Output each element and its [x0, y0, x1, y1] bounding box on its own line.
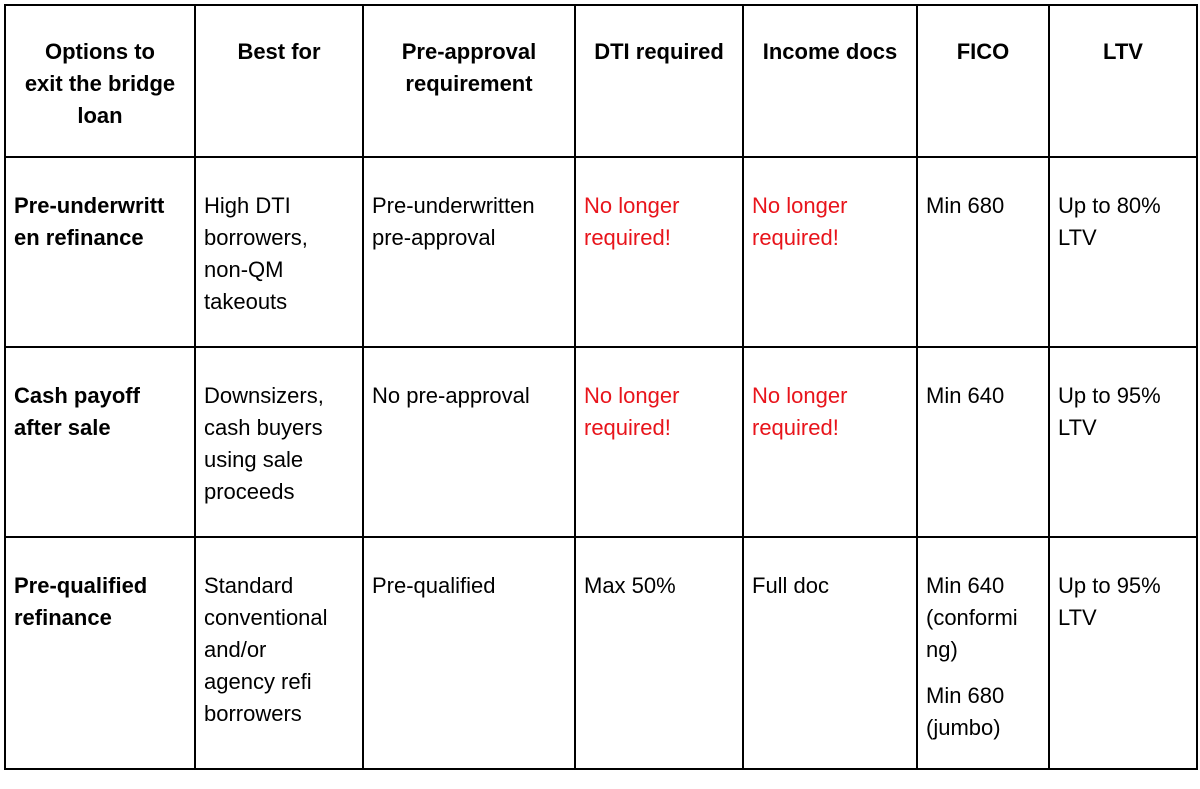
cell-text-line: No longer [584, 383, 680, 408]
cell-text-line: LTV [1058, 225, 1097, 250]
bridge-loan-exit-options-table [4, 4, 1198, 770]
cell-text-line: (conformi [926, 605, 1018, 630]
cell-ltv [1049, 537, 1197, 769]
cell-text-line: Full doc [752, 573, 830, 598]
header-options [5, 5, 195, 157]
cell-text-line: required! [584, 415, 671, 440]
header-dti [575, 5, 743, 157]
cell-text-line: required! [752, 415, 839, 440]
cell-fico [917, 157, 1049, 347]
cell-text-line: LTV [1058, 605, 1097, 630]
header-income-docs [743, 5, 917, 157]
cell-text-line: non-QM [204, 257, 284, 282]
header-text-line: requirement [405, 71, 533, 96]
cell-text-line: using sale [204, 447, 304, 472]
cell-text-line: LTV [1058, 415, 1097, 440]
cell-income-docs [743, 157, 917, 347]
cell-text-line: agency refi [204, 669, 312, 694]
comparison-table-wrapper [4, 4, 1198, 770]
table-row [5, 157, 1197, 347]
cell-text-line: Up to 80% [1058, 193, 1161, 218]
cell-text-line: after sale [14, 415, 111, 440]
cell-ltv [1049, 347, 1197, 537]
cell-text-line: Standard [204, 573, 294, 598]
cell-text-line: takeouts [204, 289, 288, 314]
cell-text-line: required! [584, 225, 671, 250]
cell-text-line: No longer [752, 193, 848, 218]
cell-text-line: borrowers, [204, 225, 308, 250]
cell-option [5, 157, 195, 347]
cell-text-line: and/or [204, 637, 267, 662]
cell-preapproval [363, 537, 575, 769]
cell-text-line: refinance [14, 605, 112, 630]
cell-preapproval [363, 157, 575, 347]
cell-text-line: Min 640 [926, 573, 1005, 598]
paragraph-gap [926, 666, 1040, 680]
cell-dti [575, 347, 743, 537]
cell-text-line: cash buyers [204, 415, 323, 440]
header-text-line: Pre-approval [401, 39, 537, 64]
cell-fico [917, 347, 1049, 537]
cell-text-line: pre-approval [372, 225, 496, 250]
header-row [5, 5, 1197, 157]
header-preapproval [363, 5, 575, 157]
table-row [5, 347, 1197, 537]
cell-text-line: Pre-underwritten [372, 193, 535, 218]
cell-text-line: borrowers [204, 701, 302, 726]
cell-ltv [1049, 157, 1197, 347]
cell-text-line: No longer [584, 193, 680, 218]
header-ltv [1049, 5, 1197, 157]
cell-text-line: Pre-underwritt [14, 193, 165, 218]
header-text-line: DTI required [594, 39, 724, 64]
cell-text-line: No longer [752, 383, 848, 408]
header-text-line: LTV [1103, 39, 1143, 64]
cell-text-line: en refinance [14, 225, 144, 250]
cell-text-line: proceeds [204, 479, 295, 504]
cell-income-docs [743, 537, 917, 769]
cell-preapproval [363, 347, 575, 537]
cell-option [5, 537, 195, 769]
cell-text-line: (jumbo) [926, 715, 1001, 740]
cell-text-line: Pre-qualified [372, 573, 496, 598]
cell-dti [575, 157, 743, 347]
cell-fico [917, 537, 1049, 769]
cell-best-for [195, 537, 363, 769]
header-text-line: Best for [237, 39, 321, 64]
cell-text-line: Up to 95% [1058, 383, 1161, 408]
cell-text-line: Cash payoff [14, 383, 140, 408]
header-text-line: loan [77, 103, 123, 128]
cell-text-line: conventional [204, 605, 328, 630]
cell-text-line: No pre-approval [372, 383, 530, 408]
cell-text-line: Min 680 [926, 193, 1005, 218]
header-text-line: Options to [45, 39, 155, 64]
header-fico [917, 5, 1049, 157]
cell-income-docs [743, 347, 917, 537]
header-text-line: Income docs [762, 39, 898, 64]
cell-text-line: Max 50% [584, 573, 676, 598]
cell-text-line: Downsizers, [204, 383, 324, 408]
header-best-for [195, 5, 363, 157]
header-text-line: FICO [956, 39, 1010, 64]
cell-dti [575, 537, 743, 769]
cell-text-line: required! [752, 225, 839, 250]
cell-option [5, 347, 195, 537]
cell-text-line: High DTI [204, 193, 291, 218]
cell-text-line: Min 680 [926, 683, 1005, 708]
cell-text-line: Min 640 [926, 383, 1005, 408]
table-row [5, 537, 1197, 769]
cell-best-for [195, 157, 363, 347]
cell-text-line: Pre-qualified [14, 573, 148, 598]
cell-text-line: ng) [926, 637, 958, 662]
cell-text-line: Up to 95% [1058, 573, 1161, 598]
cell-best-for [195, 347, 363, 537]
header-text-line: exit the bridge [24, 71, 176, 96]
